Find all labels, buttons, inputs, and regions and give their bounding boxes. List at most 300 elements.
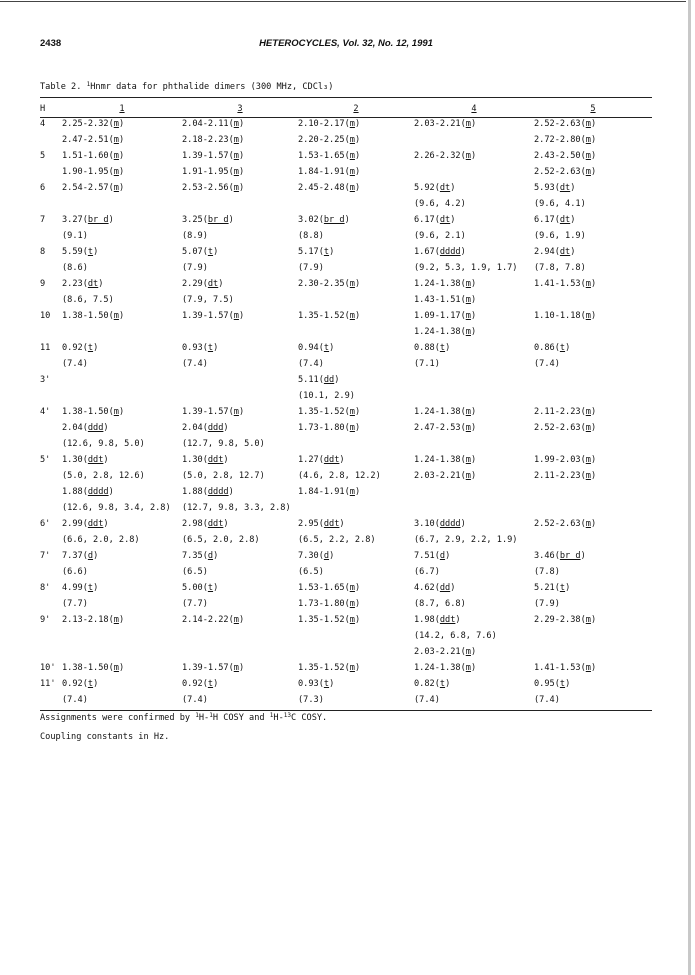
table-row [40,500,652,516]
multiplicity-code: t [559,679,566,689]
cell-compound-2: (7.4) [298,359,324,369]
cell-compound-2: 5.17(t) [298,247,335,257]
multiplicity-code: m [349,151,355,161]
cell-compound-5: 2.52-2.63(m) [534,167,597,177]
cell-compound-3: 2.04-2.11(m) [182,119,245,129]
multiplicity-code: ddt [87,455,104,465]
cell-compound-4: (9.2, 5.3, 1.9, 1.7) [414,263,518,273]
column-header-label: 1 [119,104,125,114]
cell-compound-3: 1.39-1.57(m) [182,311,245,321]
table-row [40,436,652,452]
table-row [40,628,652,644]
multiplicity-code: t [439,679,446,689]
cell-compound-2 [298,292,414,308]
multiplicity-code: m [465,295,471,305]
table-caption-text: Hnmr data for phthalide dimers (300 MHz, CDCl₃) [90,82,334,92]
cell-compound-5: 2.72-2.80(m) [534,135,597,145]
multiplicity-code: ddt [87,519,104,529]
multiplicity-code: m [349,487,355,497]
cell-h [40,388,62,404]
cell-compound-2: 1.53-1.65(m) [298,151,361,161]
multiplicity-code: dt [559,247,571,257]
cell-compound-5 [534,324,652,340]
cell-h: 4' [40,407,51,417]
cell-compound-1: (12.6, 9.8, 5.0) [62,439,145,449]
cell-compound-4 [414,436,534,452]
multiplicity-code: m [233,407,239,417]
cell-compound-1: 0.92(t) [62,679,99,689]
cell-h [40,420,62,436]
multiplicity-code: m [585,663,591,673]
multiplicity-code: m [465,423,471,433]
multiplicity-code: m [233,311,239,321]
cell-compound-3: 1.30(ddt) [182,455,229,465]
multiplicity-code: dt [559,215,571,225]
multiplicity-code: m [585,135,591,145]
cell-compound-5 [534,532,652,548]
cell-compound-3 [182,388,298,404]
cell-compound-4: (6.7) [414,567,440,577]
multiplicity-code: m [585,615,591,625]
multiplicity-code: m [349,583,355,593]
multiplicity-code: m [465,279,471,289]
cell-compound-4: (14.2, 6.8, 7.6) [414,631,497,641]
table-row [40,276,652,292]
multiplicity-code: br d [559,551,581,561]
cell-compound-1: 2.13-2.18(m) [62,615,125,625]
multiplicity-code: m [349,135,355,145]
cell-compound-3 [182,628,298,644]
cell-compound-2 [298,500,414,516]
cell-compound-5: 2.11-2.23(m) [534,407,597,417]
multiplicity-code: dt [439,215,451,225]
cell-compound-5: (9.6, 4.1) [534,199,586,209]
cell-compound-1: 2.04(ddd) [62,423,109,433]
cell-compound-5: 2.43-2.50(m) [534,151,597,161]
cell-h [40,468,62,484]
cell-compound-5: (7.9) [534,599,560,609]
cell-h [40,164,62,180]
cell-h [40,196,62,212]
cell-compound-4: 1.24-1.38(m) [414,455,477,465]
cell-compound-5: (7.4) [534,359,560,369]
table-row [40,180,652,196]
table-row [40,260,652,276]
multiplicity-code: d [439,551,446,561]
table-row [40,372,652,388]
column-header-compound-1 [62,103,182,116]
cell-compound-3: 2.29(dt) [182,279,224,289]
cell-compound-5: 5.21(t) [534,583,571,593]
footnote-text: H- [273,713,284,723]
multiplicity-code: m [349,119,355,129]
multiplicity-code: t [87,247,94,257]
footnote-superscript: 13 [283,712,291,719]
multiplicity-code: m [585,279,591,289]
cell-compound-1: (9.1) [62,231,88,241]
column-header-compound-3 [182,103,298,116]
multiplicity-code: t [207,679,214,689]
cell-h [40,692,62,708]
cell-compound-3: (6.5, 2.0, 2.8) [182,535,260,545]
cell-compound-1: 5.59(t) [62,247,99,257]
nmr-data-table [40,103,652,708]
cell-compound-4: (7.4) [414,695,440,705]
multiplicity-code: m [585,407,591,417]
cell-compound-3 [182,644,298,660]
cell-compound-2: 7.30(d) [298,551,335,561]
cell-compound-4: 5.92(dt) [414,183,456,193]
table-row [40,132,652,148]
cell-compound-1: (5.0, 2.8, 12.6) [62,471,145,481]
cell-compound-4: (6.7, 2.9, 2.2, 1.9) [414,535,518,545]
cell-compound-5: 2.52-2.63(m) [534,519,597,529]
cell-compound-1: 1.90-1.95(m) [62,167,125,177]
cell-compound-2: 1.84-1.91(m) [298,487,361,497]
cell-compound-4: 1.43-1.51(m) [414,295,477,305]
table-row [40,420,652,436]
journal-citation: HETEROCYCLES, Vol. 32, No. 12, 1991 [259,38,433,49]
multiplicity-code: t [87,679,94,689]
column-header-label: 5 [590,104,596,114]
cell-compound-5: 2.94(dt) [534,247,576,257]
table-row [40,228,652,244]
multiplicity-code: t [87,343,94,353]
cell-h: 6' [40,519,51,529]
multiplicity-code: dd [323,375,335,385]
multiplicity-code: m [113,119,119,129]
multiplicity-code: ddt [207,519,224,529]
footnote-coupling-units: Coupling constants in Hz. [40,732,170,742]
multiplicity-code: dt [559,183,571,193]
cell-h [40,132,62,148]
footnote-superscript: 1 [269,712,274,719]
cell-h [40,484,62,500]
multiplicity-code: dd [439,583,451,593]
cell-compound-1: 2.25-2.32(m) [62,119,125,129]
table-row [40,404,652,420]
cell-compound-4: (9.6, 2.1) [414,231,466,241]
cell-compound-5 [534,484,652,500]
cell-compound-1: 1.38-1.50(m) [62,407,125,417]
cell-compound-4: 1.24-1.38(m) [414,663,477,673]
cell-compound-4 [414,388,534,404]
caption-superscript: 1 [86,81,91,88]
cell-compound-4: 1.98(ddt) [414,615,461,625]
multiplicity-code: dddd [439,519,461,529]
cell-compound-3 [182,324,298,340]
cell-compound-4: 2.26-2.32(m) [414,151,477,161]
cell-h [40,292,62,308]
cell-compound-4: (8.7, 6.8) [414,599,466,609]
cell-compound-3: (12.7, 9.8, 5.0) [182,439,265,449]
multiplicity-code: m [113,135,119,145]
column-header-label: 3 [237,104,243,114]
multiplicity-code: t [439,343,446,353]
table-row [40,452,652,468]
table-row [40,116,652,132]
cell-compound-1: 3.27(br d) [62,215,114,225]
table-row [40,212,652,228]
multiplicity-code: m [349,311,355,321]
multiplicity-code: m [233,663,239,673]
cell-compound-2: 2.95(ddt) [298,519,345,529]
cell-h [40,596,62,612]
cell-compound-1 [62,388,182,404]
multiplicity-code: t [323,343,330,353]
cell-compound-1: 7.37(d) [62,551,99,561]
cell-compound-1: (7.7) [62,599,88,609]
table-row [40,324,652,340]
table-row [40,548,652,564]
cell-compound-5 [534,628,652,644]
cell-compound-4: 0.82(t) [414,679,451,689]
cell-h: 10' [40,663,56,673]
footnote-superscript: 1 [195,712,199,719]
multiplicity-code: t [207,583,214,593]
cell-h: 9' [40,615,51,625]
footnote-text: H COSY and [212,713,265,723]
cell-h: 9 [40,279,46,289]
cell-compound-4 [414,164,534,180]
table-row [40,196,652,212]
cell-compound-5: (7.8) [534,567,560,577]
cell-compound-2: 2.30-2.35(m) [298,279,361,289]
cell-compound-2: 1.35-1.52(m) [298,407,361,417]
table-caption-prefix: Table 2. [40,82,82,92]
multiplicity-code: m [349,183,355,193]
cell-compound-5: 5.93(dt) [534,183,576,193]
cell-compound-1: (7.4) [62,359,88,369]
cell-compound-1 [62,196,182,212]
column-header-h: H [40,104,46,114]
cell-compound-4: (7.1) [414,359,440,369]
multiplicity-code: ddd [87,423,104,433]
cell-compound-2: 1.35-1.52(m) [298,663,361,673]
cell-compound-3: 1.39-1.57(m) [182,407,245,417]
cell-h [40,628,62,644]
cell-h [40,500,62,516]
table-row [40,692,652,708]
cell-compound-3: 2.18-2.23(m) [182,135,245,145]
table-row [40,148,652,164]
multiplicity-code: dt [439,183,451,193]
page-number: 2438 [40,38,62,49]
table-header-row [40,103,652,116]
page-top-rule [0,1,686,2]
multiplicity-code: br d [207,215,229,225]
table-row [40,292,652,308]
multiplicity-code: m [465,647,471,657]
cell-compound-1: 2.54-2.57(m) [62,183,125,193]
multiplicity-code: m [465,471,471,481]
cell-compound-5: (9.6, 1.9) [534,231,586,241]
multiplicity-code: m [465,151,471,161]
cell-compound-2: 3.02(br d) [298,215,350,225]
table-row [40,532,652,548]
cell-compound-3: (8.9) [182,231,208,241]
multiplicity-code: d [207,551,214,561]
table-row [40,388,652,404]
cell-h: 11 [40,343,51,353]
multiplicity-code: m [349,407,355,417]
cell-compound-1: 4.99(t) [62,583,99,593]
table-row [40,564,652,580]
cell-compound-3: 3.25(br d) [182,215,234,225]
multiplicity-code: m [585,151,591,161]
cell-compound-4: 1.24-1.38(m) [414,407,477,417]
cell-compound-2: (10.1, 2.9) [298,391,355,401]
multiplicity-code: m [465,407,471,417]
cell-compound-1: 1.30(ddt) [62,455,109,465]
cell-compound-5 [534,292,652,308]
cell-compound-5: 0.95(t) [534,679,571,689]
cell-compound-5 [534,500,652,516]
cell-compound-2 [298,196,414,212]
multiplicity-code: m [233,119,239,129]
cell-compound-2: (6.5) [298,567,324,577]
multiplicity-code: m [233,615,239,625]
multiplicity-code: m [349,423,355,433]
cell-compound-5 [534,388,652,404]
cell-compound-4 [414,484,534,500]
cell-compound-4: 2.03-2.21(m) [414,471,477,481]
multiplicity-code: dddd [87,487,109,497]
multiplicity-code: m [113,183,119,193]
cell-compound-4: 2.03-2.21(m) [414,119,477,129]
cell-compound-5: 1.41-1.53(m) [534,279,597,289]
multiplicity-code: m [349,279,355,289]
cell-h: 4 [40,119,46,129]
cell-compound-2: 1.73-1.80(m) [298,423,361,433]
cell-h [40,356,62,372]
cell-compound-3: 2.14-2.22(m) [182,615,245,625]
cell-compound-4: 1.24-1.38(m) [414,327,477,337]
multiplicity-code: m [585,119,591,129]
footnote-text: C COSY. [291,713,328,723]
cell-compound-3 [182,372,298,388]
cell-compound-3: 1.39-1.57(m) [182,663,245,673]
cell-compound-2: 1.53-1.65(m) [298,583,361,593]
cell-compound-3: 2.98(ddt) [182,519,229,529]
multiplicity-code: m [585,471,591,481]
multiplicity-code: t [87,583,94,593]
multiplicity-code: m [349,663,355,673]
cell-compound-3: (7.9) [182,263,208,273]
table-row [40,516,652,532]
multiplicity-code: m [113,151,119,161]
cell-compound-3: 5.00(t) [182,583,219,593]
cell-compound-1: 2.99(ddt) [62,519,109,529]
cell-h: 10 [40,311,51,321]
cell-compound-1: (7.4) [62,695,88,705]
cell-compound-3: (7.7) [182,599,208,609]
multiplicity-code: d [323,551,330,561]
cell-compound-2: (7.9) [298,263,324,273]
page-header [40,38,652,52]
table-row [40,676,652,692]
multiplicity-code: ddd [207,423,224,433]
cell-compound-4: 7.51(d) [414,551,451,561]
column-header-compound-5 [534,103,652,116]
multiplicity-code: br d [323,215,345,225]
cell-h: 5 [40,151,46,161]
table-row [40,340,652,356]
cell-compound-4: 4.62(dd) [414,583,456,593]
cell-compound-2: 2.20-2.25(m) [298,135,361,145]
footnote-assignments [40,712,327,723]
cell-compound-2: 0.93(t) [298,679,335,689]
cell-compound-5 [534,644,652,660]
cell-h: 3' [40,375,51,385]
footnote-text: Assignments were confirmed by [40,713,191,723]
page-edge-shadow [688,0,691,975]
multiplicity-code: m [465,663,471,673]
cell-compound-2: 2.45-2.48(m) [298,183,361,193]
table-row [40,164,652,180]
cell-compound-5: 0.86(t) [534,343,571,353]
cell-compound-5: 3.46(br d) [534,551,586,561]
cell-compound-1: 1.38-1.50(m) [62,663,125,673]
cell-compound-4: 1.24-1.38(m) [414,279,477,289]
cell-h: 11' [40,679,56,689]
cell-compound-2: 1.84-1.91(m) [298,167,361,177]
cell-compound-3: (6.5) [182,567,208,577]
cell-compound-3: (7.9, 7.5) [182,295,234,305]
cell-compound-5: 1.99-2.03(m) [534,455,597,465]
cell-compound-1: 0.92(t) [62,343,99,353]
cell-h: 8 [40,247,46,257]
table-row [40,596,652,612]
multiplicity-code: ddt [439,615,456,625]
table-row [40,612,652,628]
multiplicity-code: m [233,167,239,177]
multiplicity-code: m [349,599,355,609]
cell-compound-5: 2.11-2.23(m) [534,471,597,481]
cell-compound-3: 2.53-2.56(m) [182,183,245,193]
cell-h [40,260,62,276]
multiplicity-code: t [323,679,330,689]
multiplicity-code: m [585,455,591,465]
cell-compound-1: 1.88(dddd) [62,487,114,497]
table-row [40,484,652,500]
multiplicity-code: m [465,327,471,337]
cell-compound-3: 1.91-1.95(m) [182,167,245,177]
cell-compound-1 [62,372,182,388]
cell-compound-3: 0.93(t) [182,343,219,353]
cell-compound-1: 2.47-2.51(m) [62,135,125,145]
cell-compound-2 [298,644,414,660]
table-row [40,244,652,260]
cell-compound-3: 0.92(t) [182,679,219,689]
cell-compound-3: (5.0, 2.8, 12.7) [182,471,265,481]
cell-compound-1 [62,628,182,644]
multiplicity-code: t [207,343,214,353]
cell-h: 7' [40,551,51,561]
multiplicity-code: ddt [323,455,340,465]
column-header-compound-4 [414,103,534,116]
cell-compound-3 [182,196,298,212]
cell-compound-2 [298,436,414,452]
multiplicity-code: d [87,551,94,561]
cell-compound-5: 2.52-2.63(m) [534,423,597,433]
column-header-compound-2 [298,103,414,116]
multiplicity-code: m [585,423,591,433]
cell-compound-3: 1.88(dddd) [182,487,234,497]
cell-compound-2: 5.11(dd) [298,375,340,385]
cell-compound-3: 5.07(t) [182,247,219,257]
multiplicity-code: m [349,615,355,625]
